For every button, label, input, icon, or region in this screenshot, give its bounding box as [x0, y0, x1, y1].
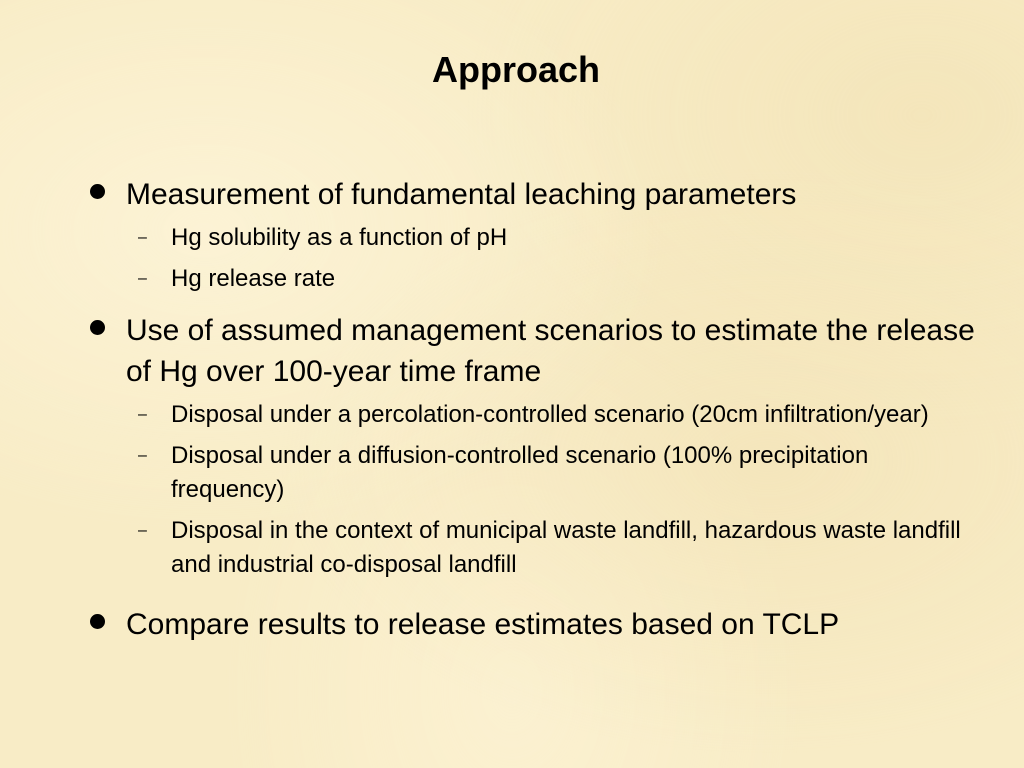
- sub-bullet-item: [82, 514, 982, 582]
- sub-bullet-item: [82, 221, 982, 255]
- sub-bullet-text: Disposal in the context of municipal waste landfill, hazardous waste landfill and industrial co-disposal landfill: [171, 517, 961, 578]
- bullet-item: [82, 604, 982, 645]
- bullet-item: [82, 310, 982, 582]
- bullet-dot-icon: [90, 614, 105, 629]
- dash-icon: –: [138, 522, 147, 539]
- bullet-list: [82, 174, 982, 645]
- sub-bullet-text: Disposal under a diffusion-controlled scenario (100% precipitation frequency): [171, 442, 869, 503]
- bullet-text: Measurement of fundamental leaching parameters: [126, 178, 797, 211]
- sub-bullet-list: [82, 398, 982, 582]
- bullet-text: Use of assumed management scenarios to estimate the release of Hg over 100-year time frame: [126, 314, 975, 388]
- sub-bullet-item: [82, 398, 982, 432]
- sub-bullet-text: Disposal under a percolation-controlled scenario (20cm infiltration/year): [171, 401, 929, 428]
- dash-icon: –: [138, 447, 147, 464]
- dash-icon: –: [138, 229, 147, 246]
- slide-title: Approach: [431, 49, 600, 90]
- bullet-dot-icon: [90, 184, 105, 199]
- bullet-item: [82, 174, 982, 296]
- dash-icon: –: [138, 406, 147, 423]
- sub-bullet-text: Hg solubility as a function of pH: [171, 224, 508, 251]
- bullet-dot-icon: [90, 320, 105, 335]
- sub-bullet-text: Hg release rate: [171, 265, 336, 292]
- bullet-text: Compare results to release estimates based on TCLP: [126, 608, 840, 641]
- sub-bullet-list: [82, 221, 982, 296]
- dash-icon: –: [138, 270, 147, 287]
- sub-bullet-item: [82, 262, 982, 296]
- sub-bullet-item: [82, 439, 982, 507]
